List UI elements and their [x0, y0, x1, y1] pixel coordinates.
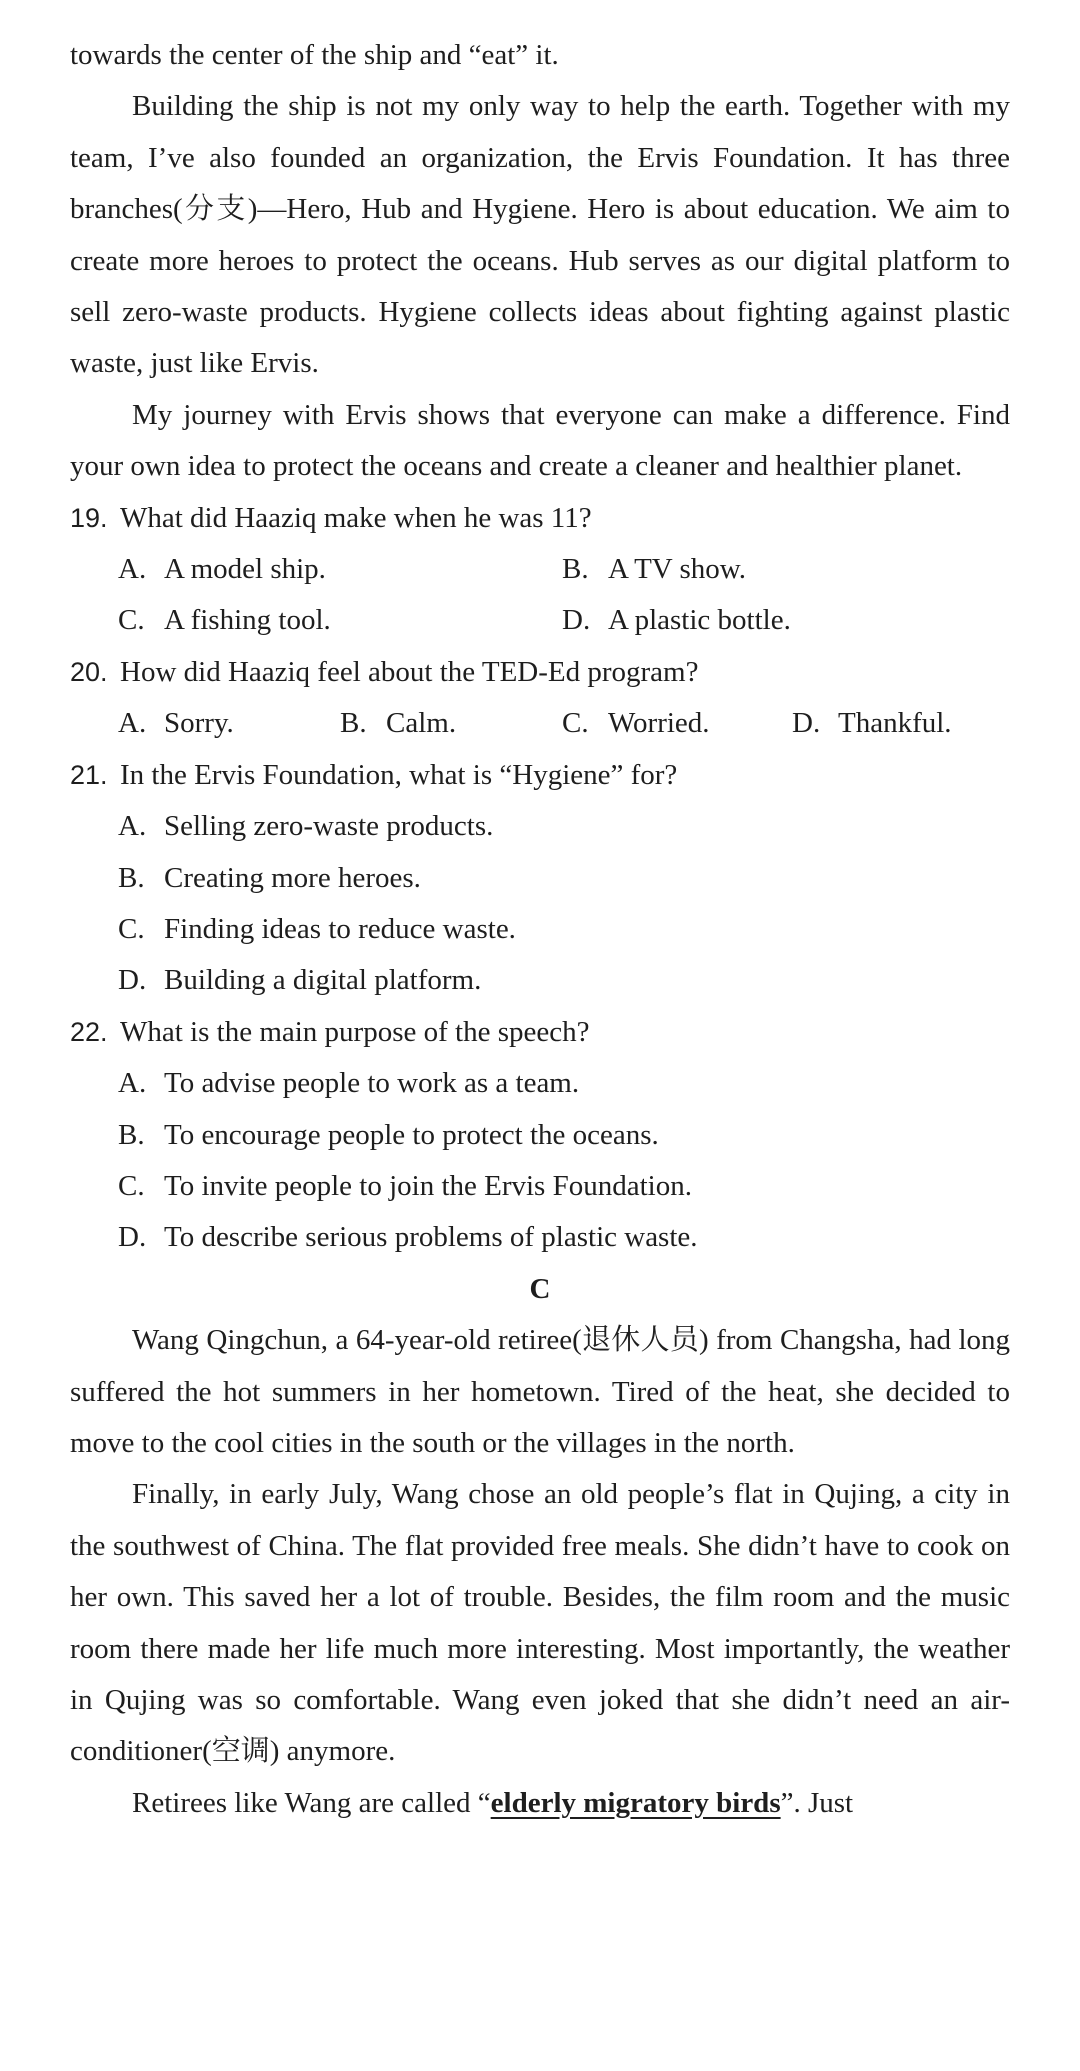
- option-d[interactable]: D. Building a digital platform.: [118, 964, 482, 997]
- passage-paragraph: Wang Qingchun, a 64-year-old retiree(退休人员) from Changsha, had long suffered the hot summers in her hometown. Tired of the heat, she decided to move to the cool cities in the south or the villages in the north.: [70, 1324, 1010, 1459]
- option-d[interactable]: D. Thankful.: [792, 707, 952, 740]
- option-a[interactable]: A. Selling zero-waste products.: [118, 810, 494, 843]
- option-c[interactable]: C. To invite people to join the Ervis Foundation.: [118, 1169, 692, 1202]
- option-a[interactable]: A. Sorry.: [118, 707, 234, 740]
- question-number: 20.: [70, 656, 108, 687]
- option-b[interactable]: B. Calm.: [340, 707, 457, 740]
- passage-paragraph: My journey with Ervis shows that everyone can make a difference. Find your own idea to protect the oceans and create a cleaner and healthier planet.: [70, 398, 1010, 483]
- option-c[interactable]: C. A fishing tool.: [118, 604, 331, 637]
- option-b[interactable]: B. To encourage people to protect the oceans.: [118, 1118, 659, 1151]
- text-run: ”. Just: [780, 1786, 854, 1819]
- passage-line: towards the center of the ship and “eat” it.: [70, 39, 559, 71]
- key-term: elderly migratory birds: [490, 1786, 781, 1819]
- question-text: How did Haaziq feel about the TED-Ed program?: [120, 655, 699, 688]
- option-a[interactable]: A. A model ship.: [118, 553, 326, 586]
- option-d[interactable]: D. To describe serious problems of plastic waste.: [118, 1221, 698, 1254]
- question-number: 21.: [70, 759, 108, 790]
- option-d[interactable]: D. A plastic bottle.: [562, 604, 791, 637]
- question-20: [70, 647, 1010, 750]
- option-b[interactable]: B. Creating more heroes.: [118, 861, 421, 894]
- question-text: What did Haaziq make when he was 11?: [120, 501, 592, 534]
- question-number: 22.: [70, 1016, 108, 1047]
- passage-paragraph: [70, 1778, 1010, 1829]
- question-text: What is the main purpose of the speech?: [120, 1015, 590, 1048]
- passage-paragraph: Building the ship is not my only way to help the earth. Together with my team, I’ve also founded an organization, the Ervis Foundation. It has three branches(分支)—Hero, Hub and Hygiene. Hero is about education. We aim to create more heroes to protect the oceans. Hub serves as our digital platform to sell zero-waste products. Hygiene collects ideas about fighting against plastic waste, just like Ervis.: [70, 90, 1010, 380]
- question-22: [70, 1007, 1010, 1264]
- option-b[interactable]: B. A TV show.: [562, 553, 747, 586]
- question-number: 19.: [70, 502, 108, 533]
- section-heading: C: [529, 1272, 551, 1305]
- question-21: [70, 750, 1010, 1007]
- option-a[interactable]: A. To advise people to work as a team.: [118, 1067, 580, 1100]
- option-c[interactable]: C. Worried.: [562, 707, 710, 740]
- passage-paragraph: Finally, in early July, Wang chose an old people’s flat in Qujing, a city in the southwest of China. The flat provided free meals. She didn’t have to cook on her own. This saved her a lot of trouble. Besides, the film room and the music room there made her life much more interesting. Most importantly, the weather in Qujing was so comfortable. Wang even joked that she didn’t need an air-conditioner(空调) anymore.: [70, 1478, 1010, 1768]
- text-run: Retirees like Wang are called “: [132, 1786, 491, 1819]
- question-text: In the Ervis Foundation, what is “Hygiene” for?: [120, 758, 678, 791]
- question-19: [70, 493, 1010, 647]
- option-c[interactable]: C. Finding ideas to reduce waste.: [118, 912, 516, 945]
